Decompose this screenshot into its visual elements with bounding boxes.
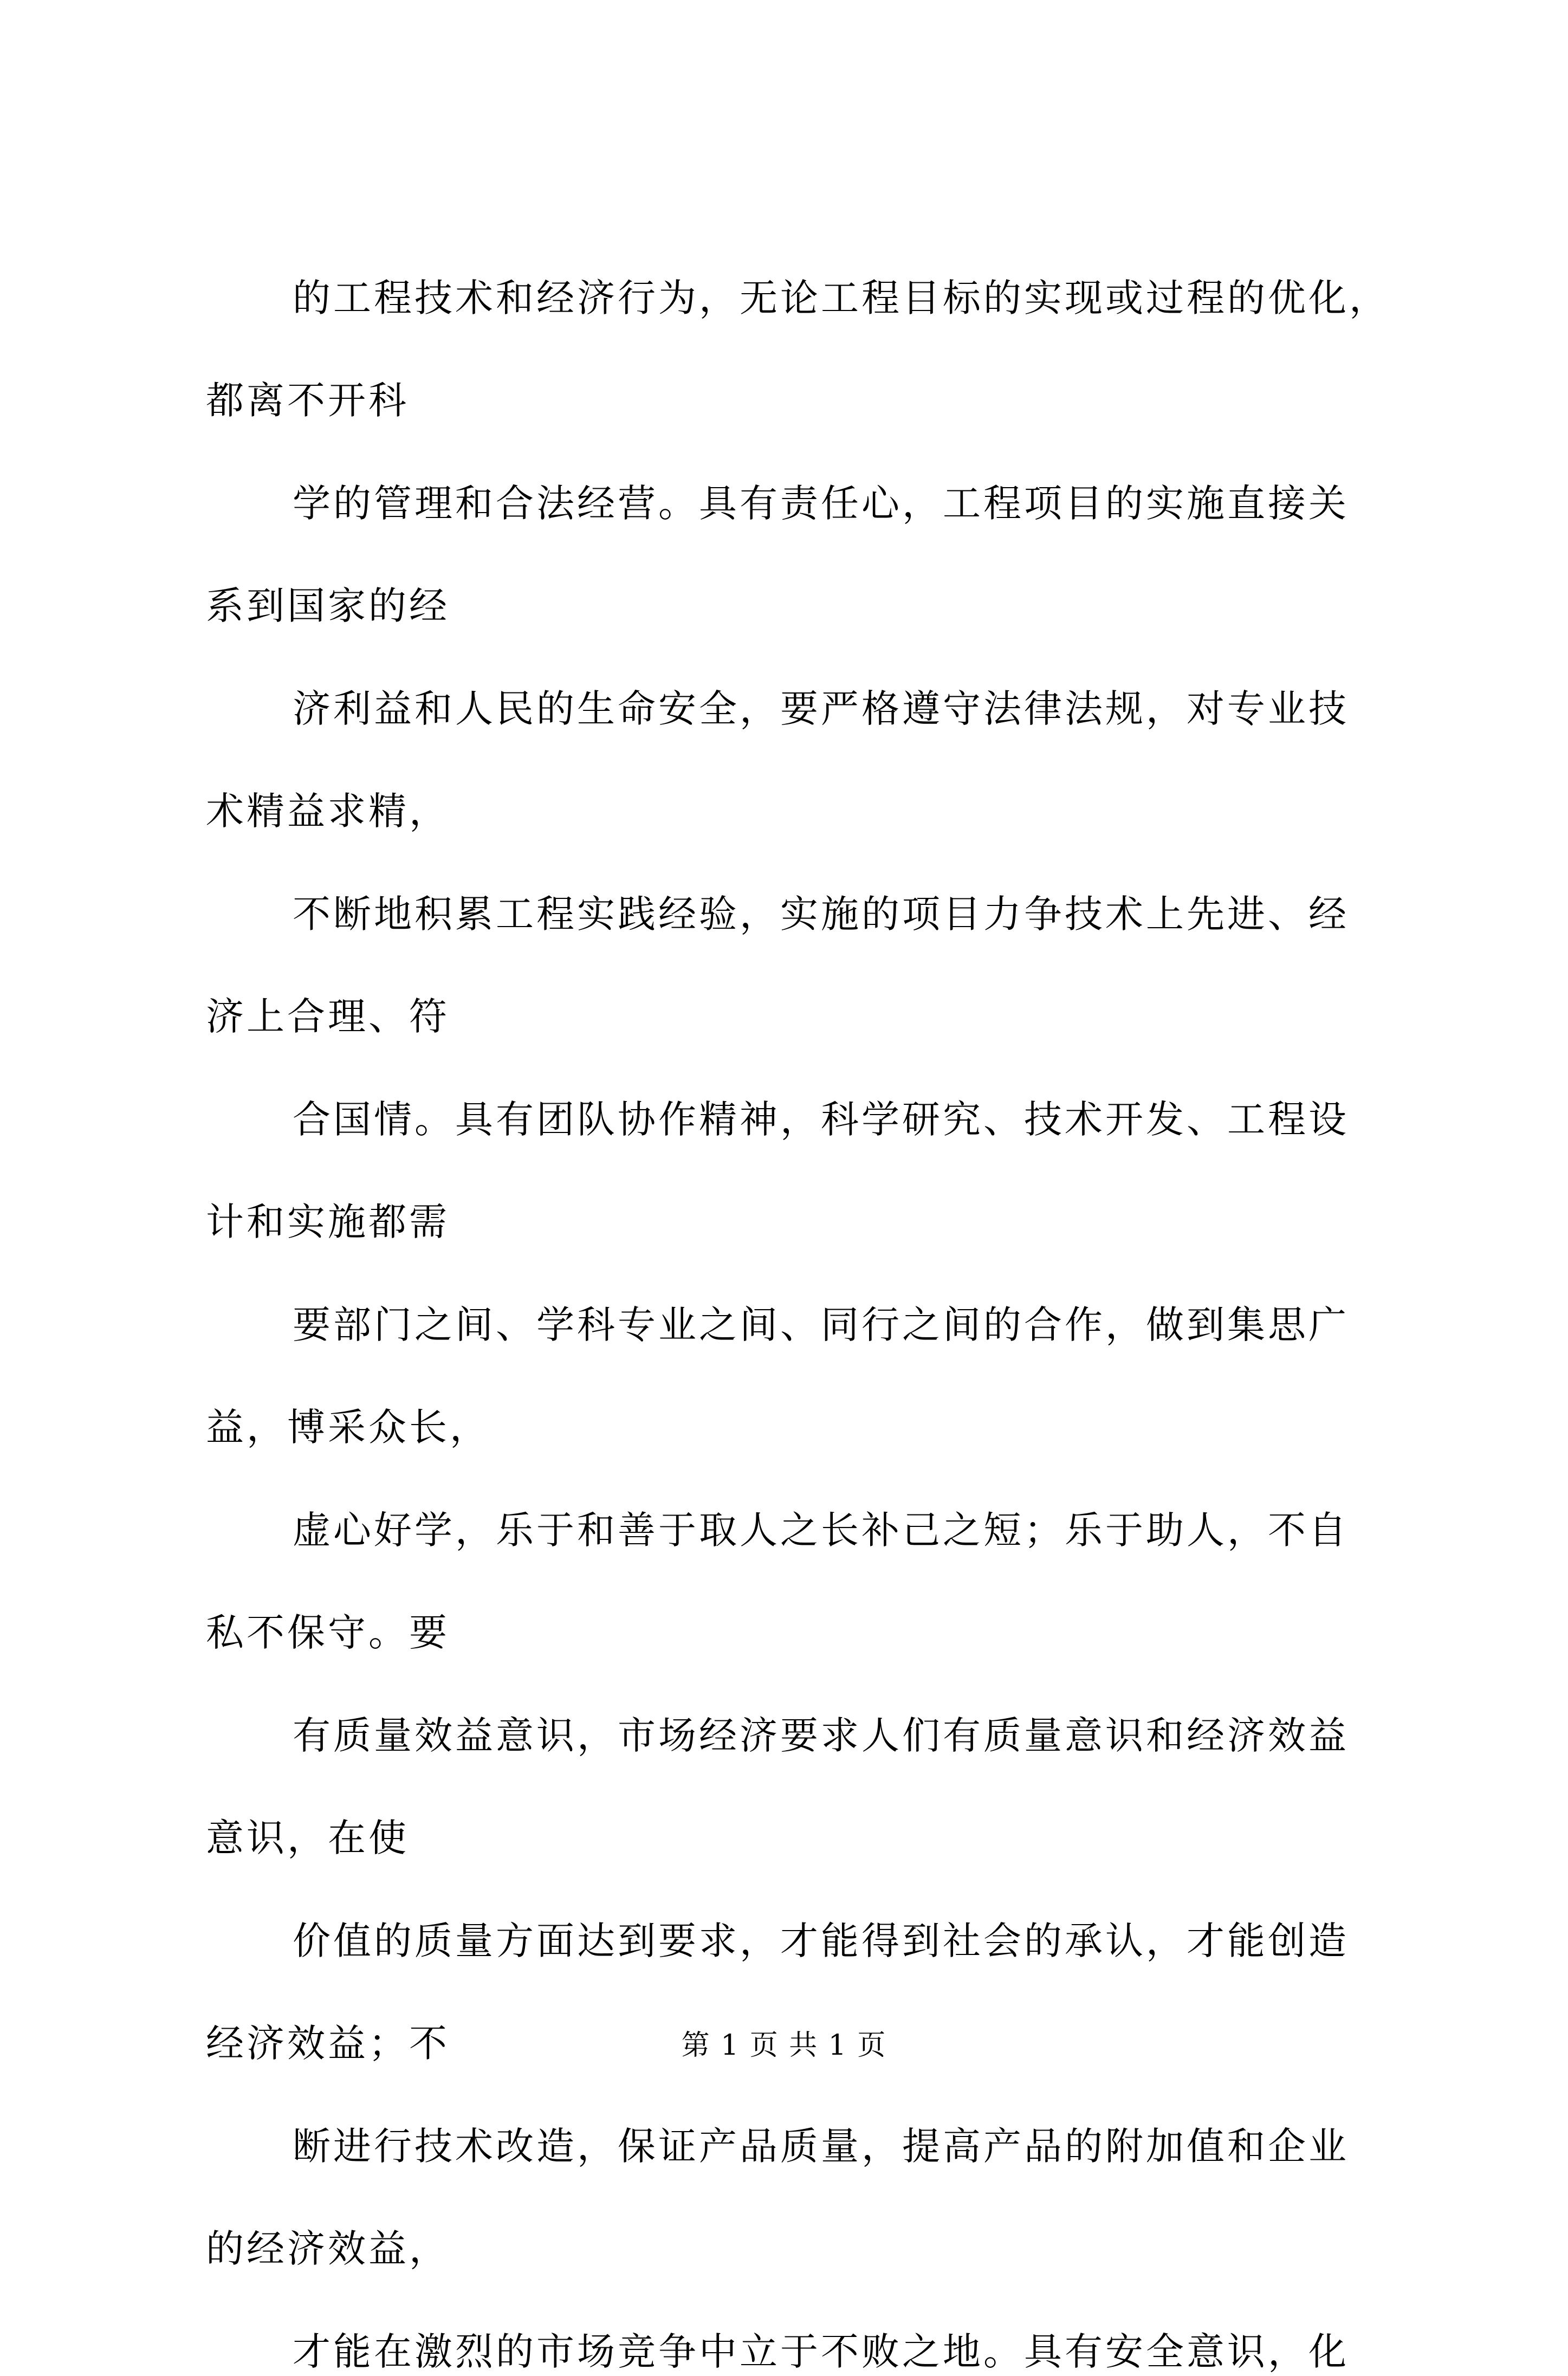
paragraph-continuation: 私不保守。要 [206,1610,450,1655]
paragraph-first-line: 虚心好学，乐于和善于取人之长补己之短；乐于助人，不自 [293,1508,1349,1552]
paragraph [206,2122,1387,2273]
paragraph-first-line: 价值的质量方面达到要求，才能得到社会的承认，才能创造 [293,1919,1349,1963]
paragraph-first-line: 要部门之间、学科专业之间、同行之间的合作，做到集思广 [293,1303,1349,1347]
paragraph-first-line: 不断地积累工程实践经验，实施的项目力争技术上先进、经 [293,892,1349,936]
paragraph-first-line: 济利益和人民的生命安全，要严格遵守法律法规，对专业技 [293,687,1349,731]
paragraph [206,1300,1387,1452]
paragraph-continuation: 系到国家的经 [206,584,450,628]
paragraph-continuation: 意识，在使 [206,1816,409,1860]
paragraph-continuation: 都离不开科 [206,378,409,423]
paragraph [206,2327,1387,2376]
paragraph-continuation: 经济效益；不 [206,2021,450,2066]
paragraph-continuation: 的经济效益， [206,2226,450,2271]
paragraph-first-line: 学的管理和合法经营。具有责任心，工程项目的实施直接关 [293,481,1349,526]
paragraph-continuation: 济上合理、符 [206,994,450,1039]
paragraph [206,479,1387,630]
paragraph-first-line: 合国情。具有团队协作精神，科学研究、技术开发、工程设 [293,1097,1349,1142]
page-footer: 第 1 页 共 1 页 [681,2029,887,2062]
paragraph [206,274,1390,425]
paragraph-continuation: 益，博采众长， [206,1405,490,1449]
paragraph-first-line: 断进行技术改造，保证产品质量，提高产品的附加值和企业 [293,2124,1349,2168]
paragraph-first-line: 有质量效益意识，市场经济要求人们有质量意识和经济效益 [293,1713,1349,1758]
paragraph [206,1506,1387,1657]
paragraph-continuation: 术精益求精， [206,789,450,833]
paragraph [206,890,1387,1041]
paragraph-continuation: 计和实施都需 [206,1200,450,1244]
paragraph [206,684,1387,836]
paragraph-first-line: 的工程技术和经济行为，无论工程目标的实现或过程的优化， [293,276,1390,320]
paragraph [206,1711,1387,1862]
paragraph [206,1095,1387,1246]
paragraph-first-line: 才能在激烈的市场竞争中立于不败之地。具有安全意识，化 [293,2329,1349,2374]
